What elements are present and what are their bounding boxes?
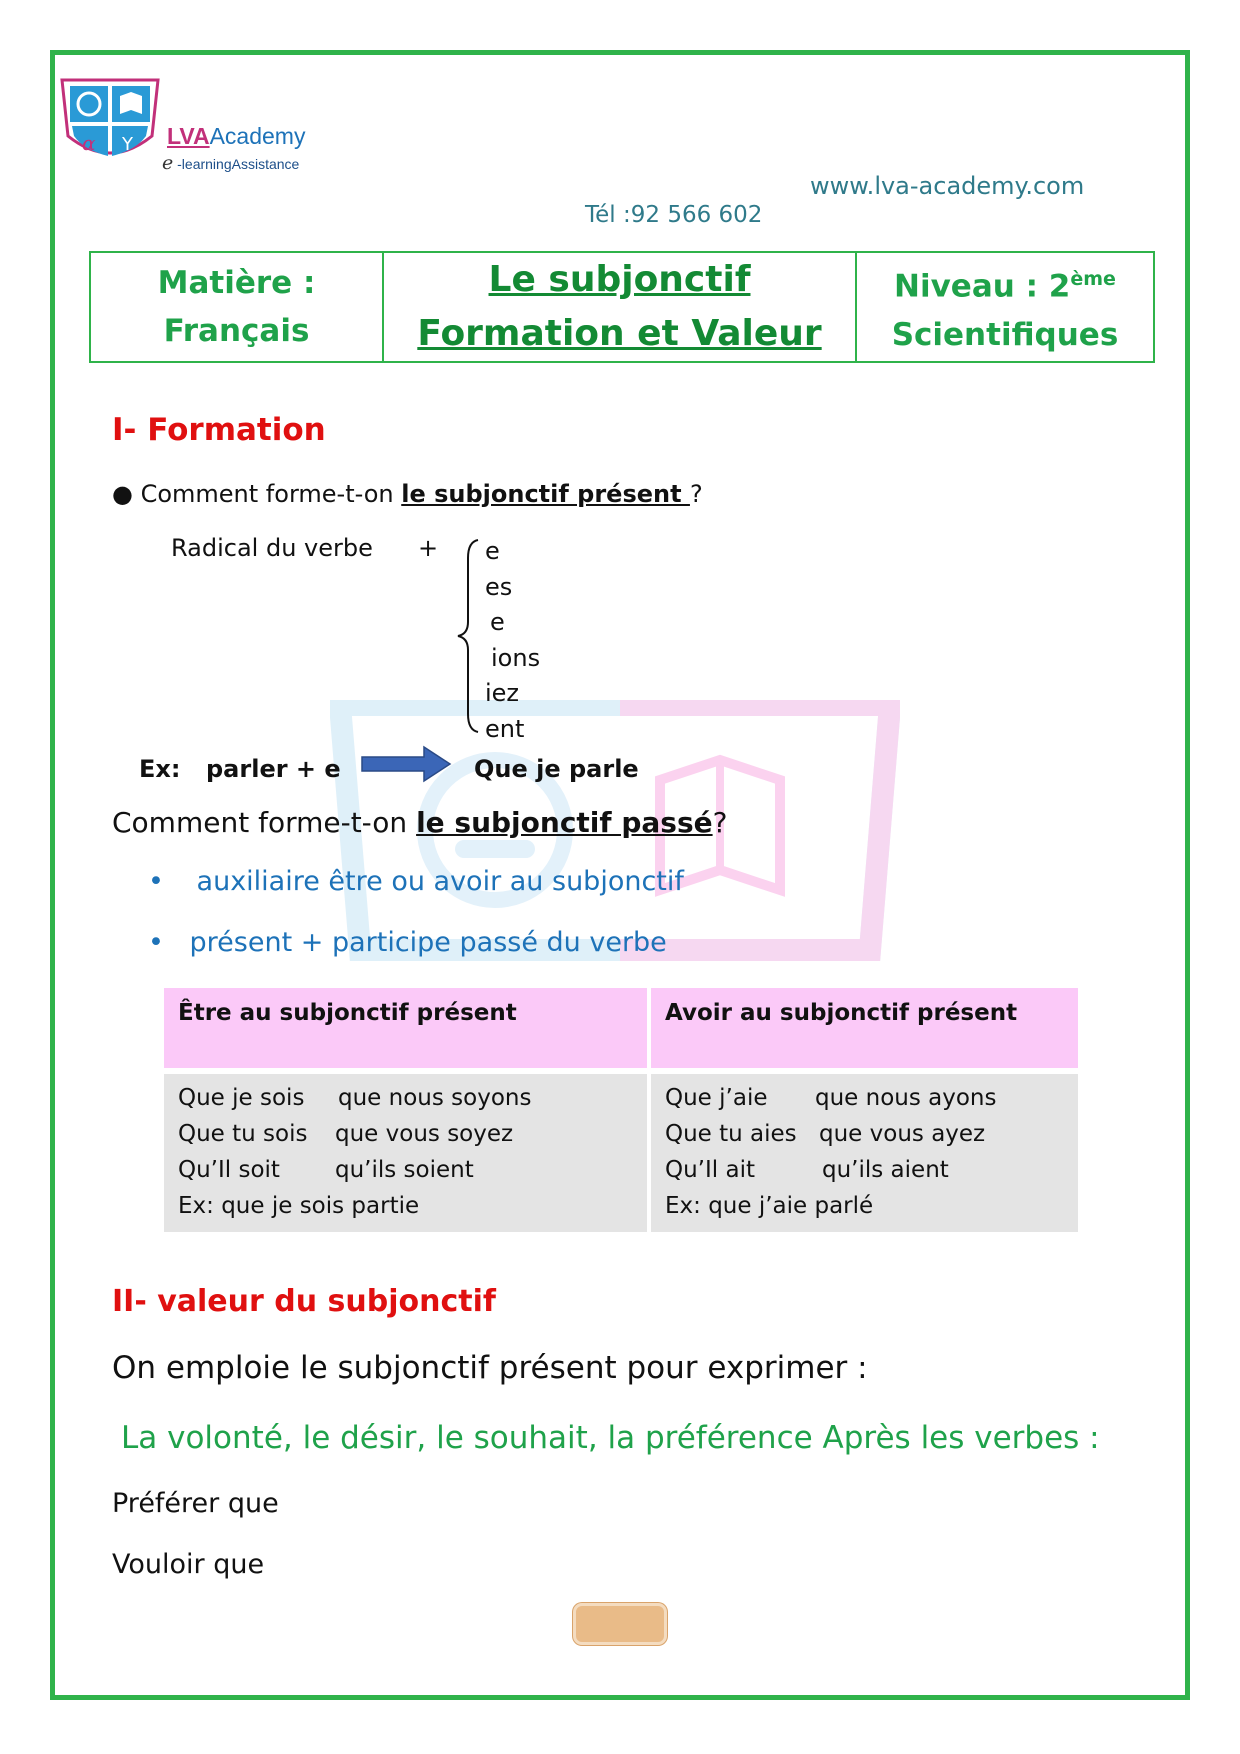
arrow-right-icon xyxy=(360,745,452,783)
conjugation-singular: Qu’Il ait xyxy=(665,1157,755,1183)
avoir-example: Ex: que j’aie parlé xyxy=(665,1193,874,1219)
question-passe-prefix: Comment forme-t-on xyxy=(112,806,417,839)
page-title-line2: Formation et Valeur xyxy=(417,313,822,354)
academy-logo-icon xyxy=(58,78,162,168)
phone-number: Tél :92 566 602 xyxy=(585,202,763,228)
conjugation-singular: Que je sois xyxy=(178,1085,305,1111)
question-passe-emphasis: le subjonctif passé xyxy=(416,806,713,839)
plus-sign: + xyxy=(418,534,439,562)
conjugation-singular: Que j’aie xyxy=(665,1085,768,1111)
logo-tagline xyxy=(162,152,299,174)
conjugation-line xyxy=(665,1116,1064,1152)
question-present xyxy=(112,480,703,508)
endings-list xyxy=(485,534,540,747)
example-label: Ex: xyxy=(139,755,181,783)
bullet-text: présent + participe passé du verbe xyxy=(189,927,667,958)
conjugation-singular: Qu’Il soit xyxy=(178,1157,280,1183)
section2-intro: On emploie le subjonctif présent pour exprimer : xyxy=(112,1350,868,1386)
bullet-icon: • xyxy=(148,927,164,958)
section2-heading: II- valeur du subjonctif xyxy=(112,1284,496,1319)
question-passe xyxy=(112,806,727,839)
ending-item: e xyxy=(490,608,505,636)
bullet-icon: • xyxy=(148,866,164,897)
conjugation-line xyxy=(178,1152,633,1188)
question-present-prefix: Comment forme-t-on xyxy=(140,480,402,508)
website-link[interactable]: www.lva-academy.com xyxy=(810,172,1085,200)
table-row xyxy=(164,1074,1078,1232)
conjugation-line xyxy=(178,1080,633,1116)
conjugation-singular: Que tu aies xyxy=(665,1121,797,1147)
conjugation-line xyxy=(665,1080,1064,1116)
ending-item: ent xyxy=(485,714,525,743)
svg-text:Y: Y xyxy=(122,134,133,155)
level-superscript: ème xyxy=(1070,268,1116,291)
bullet-list-item xyxy=(148,927,667,958)
subject-cell xyxy=(91,253,384,361)
ending-item: e xyxy=(485,537,500,565)
question-bullet-icon: ● xyxy=(112,480,133,508)
table-header-etre: Être au subjonctif présent xyxy=(164,988,651,1068)
header-table xyxy=(89,251,1155,363)
bullet-list-item xyxy=(148,866,684,897)
logo-brand-name xyxy=(167,123,305,150)
example-left: parler + e xyxy=(206,755,341,783)
radical-label: Radical du verbe xyxy=(171,534,373,562)
table-header-row xyxy=(164,988,1078,1068)
avoir-conjugation-cell xyxy=(651,1074,1078,1232)
logo-tagline-text: -learningAssistance xyxy=(177,156,300,172)
conjugation-plural: qu’ils aient xyxy=(822,1157,949,1183)
ending-item: iez xyxy=(485,679,520,707)
logo-brand-suffix: Academy xyxy=(209,123,306,149)
conjugation-line xyxy=(665,1152,1064,1188)
question-passe-suffix: ? xyxy=(712,806,728,839)
subject-value: Français xyxy=(163,313,310,349)
section1-heading: I- Formation xyxy=(112,412,326,448)
brace-icon xyxy=(456,538,480,734)
level-label xyxy=(894,255,1116,310)
conjugation-plural: que nous soyons xyxy=(338,1085,532,1111)
section2-highlight: La volonté, le désir, le souhait, la préférence Après les verbes : xyxy=(121,1420,1100,1456)
logo-brand-prefix: LVA xyxy=(167,123,210,149)
svg-text:α: α xyxy=(82,131,96,155)
etre-conjugation-cell xyxy=(164,1074,651,1232)
question-present-emphasis: le subjonctif présent xyxy=(401,480,690,508)
example-right: Que je parle xyxy=(474,755,639,783)
level-cell xyxy=(857,253,1153,361)
etre-example: Ex: que je sois partie xyxy=(178,1193,420,1219)
conjugation-line xyxy=(178,1116,633,1152)
verb-item: Préférer que xyxy=(112,1488,279,1519)
conjugation-singular: Que tu sois xyxy=(178,1121,308,1147)
question-present-suffix: ? xyxy=(689,480,703,508)
level-value: Scientifiques xyxy=(891,316,1119,353)
conjugation-plural: que vous ayez xyxy=(819,1121,986,1147)
conjugation-plural: qu’ils soient xyxy=(335,1157,474,1183)
logo-tagline-e: e xyxy=(162,152,174,174)
level-label-text: Niveau : 2 xyxy=(894,268,1071,305)
ending-item: ions xyxy=(491,643,541,672)
ending-item: es xyxy=(485,572,513,601)
conjugation-plural: que vous soyez xyxy=(335,1121,514,1147)
title-cell xyxy=(384,253,857,361)
page-title-line1: Le subjonctif xyxy=(488,259,751,300)
conjugation-table xyxy=(164,988,1078,1232)
bullet-text: auxiliaire être ou avoir au subjonctif xyxy=(196,866,684,897)
table-header-avoir: Avoir au subjonctif présent xyxy=(665,1000,1018,1026)
subject-label: Matière : xyxy=(157,265,316,301)
verb-item: Vouloir que xyxy=(112,1549,265,1580)
page-number-badge xyxy=(573,1603,667,1645)
conjugation-plural: que nous ayons xyxy=(815,1085,997,1111)
